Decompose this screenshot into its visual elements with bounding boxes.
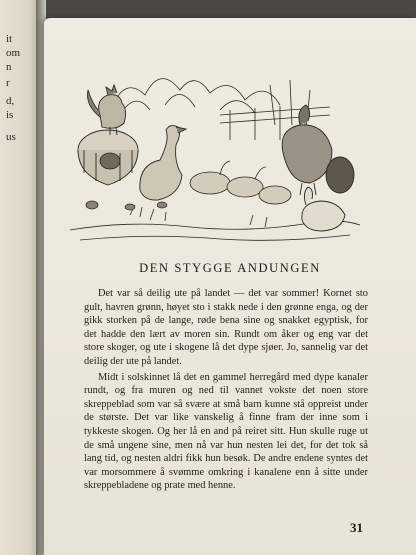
paragraph: Det var så deilig ute på landet — det var sommer! Kornet sto gult, havren grønn, høyet sto i stakk nede i den grønne enga, og der gikk storken på de lange, røde bena sine og snakket egyptisk, for det hadde den lært av moren sin. Rundt om åker og eng var det store skoger, og ute i skogene lå det dype sjøer. Jo, sannelig var det deilig der ute på landet. xyxy=(84,288,368,367)
left-page-fragment: n xyxy=(6,61,12,73)
farmyard-illustration xyxy=(70,55,360,245)
paragraph: Midt i solskinnet lå det en gammel herregård med dype kanaler rundt, og fra muren og ned til vannet vokste det noen store skreppeblad som var så svære at små barn kunne stå oppreist under de største. Det var like vanskelig å finne fram der inne som i tykkeste skogen. Og her lå en and på reiret sitt. Hun skulle ruge ut de små ungene sine, men nå var hun nesten lei det, for det tok så lang tid, og nesten aldri fikk hun besøk. De andre endene syntes det var morsommere å svømme omkring i kanalene enn å sitte under skreppebladene og prate med henne. xyxy=(84,371,368,492)
left-page-fragment: r xyxy=(6,77,10,89)
left-page-fragment: om xyxy=(6,47,21,59)
left-page-fragment: is xyxy=(6,109,14,121)
story-body xyxy=(84,287,368,493)
left-page-fragment: it xyxy=(6,33,13,45)
page-number: 31 xyxy=(350,520,363,535)
left-page-fragment: d, xyxy=(6,95,15,107)
left-page-edge xyxy=(0,0,40,555)
left-page-fragment: us xyxy=(6,131,16,143)
story-title: DEN STYGGE ANDUNGEN xyxy=(139,261,321,275)
